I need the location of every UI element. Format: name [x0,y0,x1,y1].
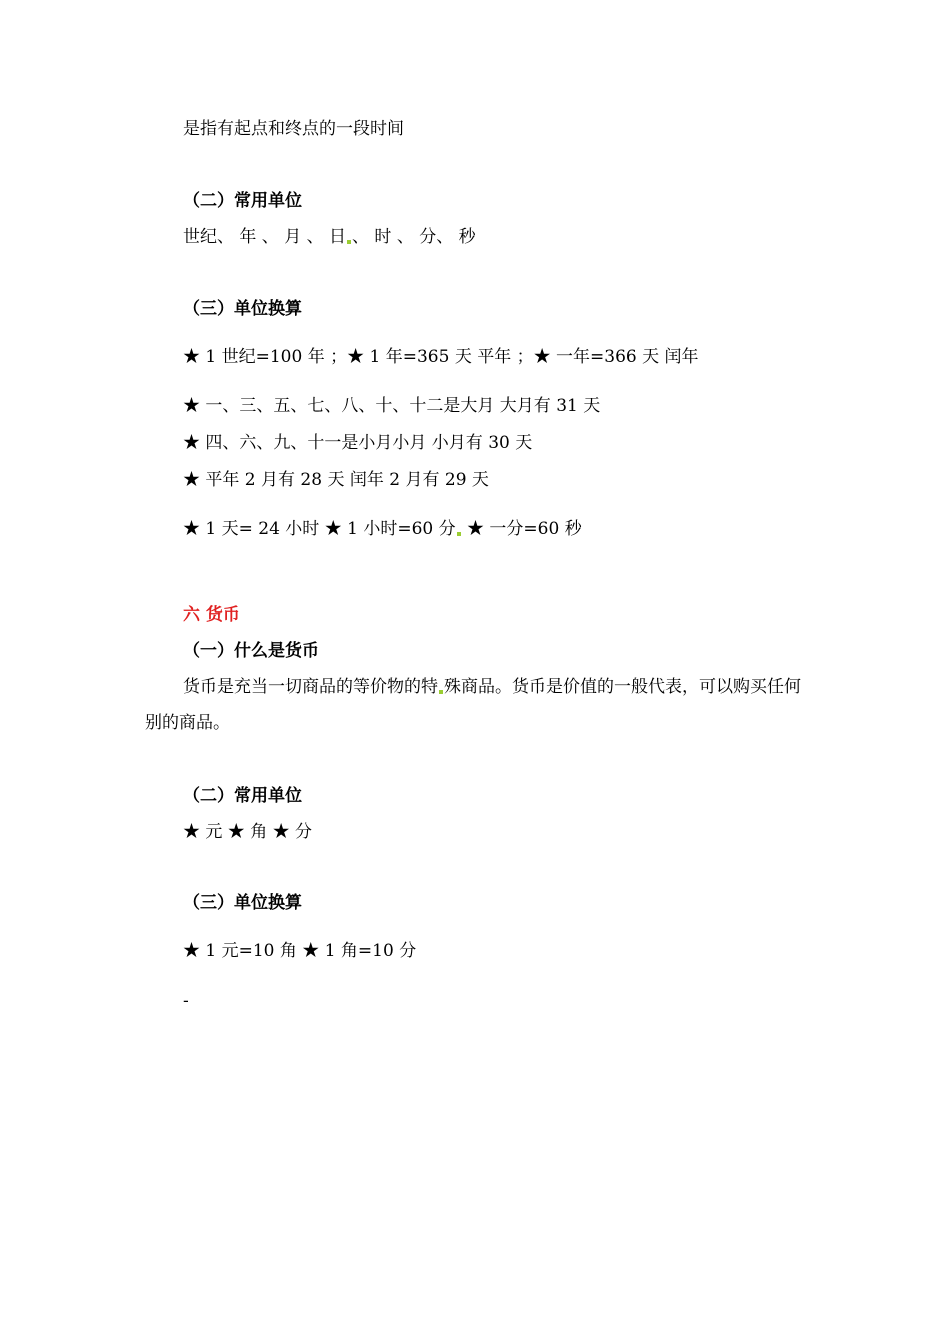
money-units-heading: （二）常用单位 [183,786,302,806]
time-conversion-line [183,518,582,540]
conversion-line: ★ 1 世纪=100 年 ；★ 1 年=365 天 平年 ；★ 一年=366 天 闰年 [183,347,699,367]
money-definition-text: 货币是充当一切商品的等价物的特 [183,677,438,697]
trailing-mark: - [183,991,189,1011]
money-what-heading: （一）什么是货币 [183,641,319,661]
money-units-line: ★ 元 ★ 角 ★ 分 [183,822,313,842]
money-conversion-line: ★ 1 元=10 角 ★ 1 角=10 分 [183,941,417,961]
conversion-line: ★ 平年 2 月有 28 天 闰年 2 月有 29 天 [183,470,489,490]
money-section-title: 六 货币 [183,605,240,625]
time-conversion-heading: （三）单位换算 [183,299,302,319]
money-definition-paragraph [145,669,815,741]
time-conversion-text-end: ★ 一分=60 秒 [461,519,582,539]
highlight-mark [457,532,461,536]
time-units-heading: （二）常用单位 [183,191,302,211]
conversion-line: ★ 四、六、九、十一是小月小月 小月有 30 天 [183,433,533,453]
time-units-line [183,226,476,248]
time-units-text-end: 、 时 、 分、 秒 [352,227,476,247]
conversion-line: ★ 一、三、五、七、八、十、十二是大月 大月有 31 天 [183,396,601,416]
money-definition-text-end: 殊商品。货币是价值的一般代表，可以购买任何别的商品。 [145,677,801,733]
money-conversion-heading: （三）单位换算 [183,893,302,913]
time-units-text: 世纪、 年 、 月 、 日 [183,227,347,247]
highlight-mark [347,240,351,244]
time-conversion-text: ★ 1 天= 24 小时 ★ 1 小时=60 分 [183,519,456,539]
highlight-mark [439,690,443,694]
time-definition-text: 是指有起点和终点的一段时间 [183,119,404,139]
